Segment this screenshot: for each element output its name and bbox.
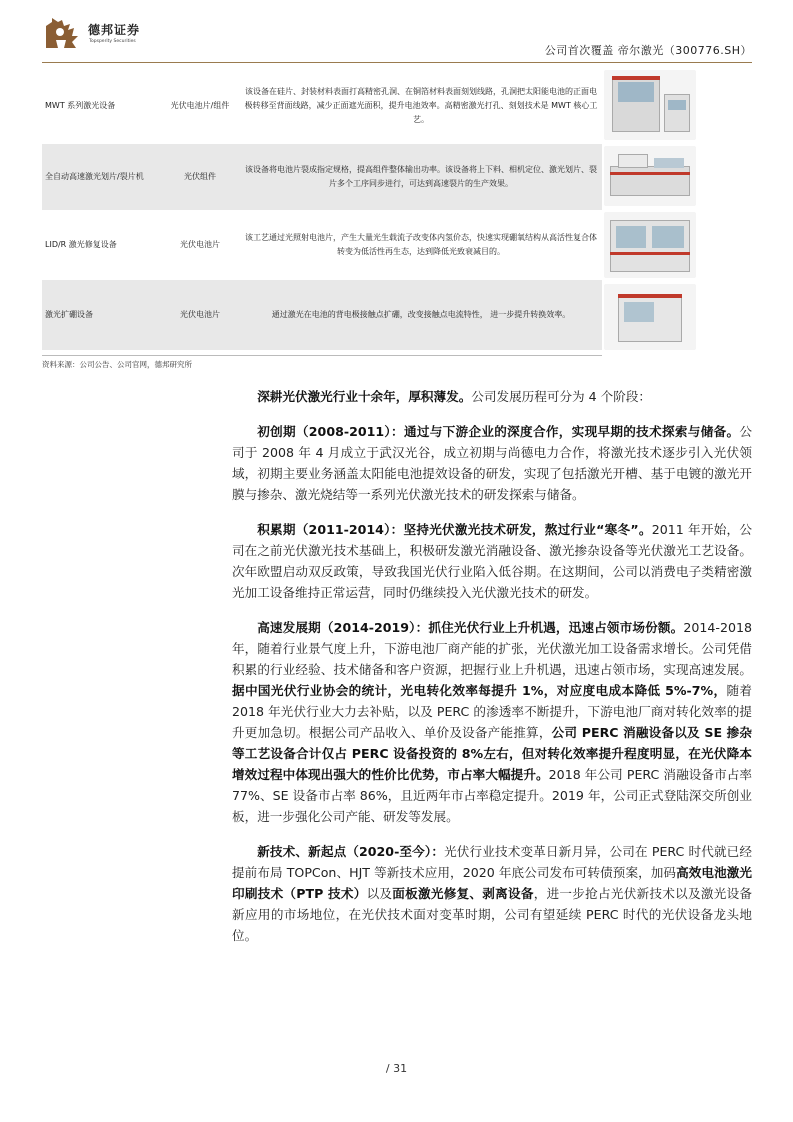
paragraph-intro (232, 386, 752, 407)
lid-repair-equipment-image (604, 212, 696, 278)
startup-heading: 初创期（2008-2011）：通过与下游企业的深度合作，实现早期的技术探索与储备。 (257, 424, 740, 439)
startup-text: 公司于 2008 年 4 月成立于武汉光谷，成立初期与尚德电力合作，将激光技术逐步引入光伏领域，初期主要业务涵盖太阳能电池提效设备的研发，实现了包括激光开槽、基于电镀的激光开膜与掺杂、激光烧结等一系列光伏激光技术的研发探索与储备。 (232, 424, 752, 502)
boron-diffusion-equipment-image (604, 284, 696, 350)
growth-text-2: 随着 2018 年光伏行业大力去补贴，以及 PERC 的渗透率不断提升，下游电池厂商对转化效率的提升更加急切。根据公司产品收入、单价及设备产能推算， (232, 683, 753, 740)
table-row (42, 144, 602, 210)
growth-highlight-1: 据中国光伏行业协会的统计，光电转化效率每提升 1%，对应度电成本降低 5%-7%， (232, 683, 727, 698)
mwt-equipment-image (604, 70, 696, 140)
company-logo (42, 14, 172, 58)
logo-english-name: Topsperity Securities (89, 39, 136, 44)
logo-emblem-icon (42, 14, 82, 54)
page-header (42, 10, 752, 66)
new-tech-heading: 新技术、新起点（2020-至今）： (257, 844, 445, 859)
paragraph-growth-period (232, 617, 752, 827)
new-tech-text-3: ，进一步抢占光伏新技术以及激光设备新应用的市场地位，在光伏技术面对变革时期，公司有望延续 PERC 时代的光伏设备龙头地位。 (232, 886, 753, 943)
equipment-description: 通过激光在电池的背电极接触点扩硼，改变接触点电流特性， 进一步提升转换效率。 (240, 280, 602, 350)
report-body (232, 386, 752, 960)
table-row (42, 68, 602, 144)
equipment-name: MWT 系列激光设备 (42, 68, 160, 144)
equipment-name: LID/R 激光修复设备 (42, 210, 160, 280)
logo-chinese-name: 德邦证券 (88, 23, 141, 37)
new-tech-text-2: 以及 (366, 886, 393, 901)
intro-heading: 深耕光伏激光行业十余年，厚积薄发。 (257, 389, 472, 404)
paragraph-accumulation-period (232, 519, 752, 603)
equipment-name: 全自动高速激光划片/裂片机 (42, 144, 160, 210)
equipment-name: 激光扩硼设备 (42, 280, 160, 350)
new-tech-highlight-2: 面板激光修复、剥离设备 (392, 886, 534, 901)
accumulation-heading: 积累期（2011-2014）：坚持光伏激光技术研发，熬过行业“寒冬”。 (257, 522, 652, 537)
growth-text-1: 2014-2018 年，随着行业景气度上升，下游电池厂商产能的扩张，光伏激光加工设备需求增长。公司凭借积累的行业经验、技术储备和客户资源，把握行业上升机遇，迅速占领市场，实现高速发展。 (232, 620, 752, 677)
equipment-application: 光伏组件 (160, 144, 240, 210)
equipment-description: 该设备将电池片裂成指定规格，提高组件整体输出功率。该设备将上下料、相机定位、激光划片、裂片多个工序同步进行，可达到高速裂片的生产效果。 (240, 144, 602, 210)
intro-text: 公司发展历程可分为 4 个阶段： (471, 389, 652, 404)
table-row (42, 210, 602, 280)
equipment-description: 该工艺通过光照射电池片，产生大量光生载流子改变体内氢价态，快速实现硼氧结构从高活性复合体转变为低活性再生态，达到降低光致衰减目的。 (240, 210, 602, 280)
accumulation-text: 2011 年开始，公司在之前光伏激光技术基础上，积极研发激光消融设备、激光掺杂设备等光伏激光工艺设备。次年欧盟启动双反政策，导致我国光伏行业陷入低谷期。在这期间，公司以消费电子类精密激光加工设备维持正常运营，同时仍继续投入光伏激光技术的研发。 (232, 522, 752, 600)
equipment-table (42, 68, 602, 350)
paragraph-new-technology (232, 841, 752, 946)
page-number: / 31 (385, 1062, 408, 1075)
growth-highlight-2: 公司 PERC 消融设备以及 SE 掺杂等工艺设备合计仅占 PERC 设备投资的 8%左右，但对转化效率提升程度明显，在光伏降本增效过程中体现出强大的性价比优势，市占率大幅提升。 (232, 725, 753, 782)
equipment-application: 光伏电池片 (160, 280, 240, 350)
growth-text-3: 2018 年公司 PERC 消融设备市占率 77%、SE 设备市占率 86%，且近两年市占率稳定提升。2019 年，公司正式登陆深交所创业板，进一步强化公司产能、研发等发展。 (232, 767, 753, 824)
equipment-application: 光伏电池片 (160, 210, 240, 280)
table-source-note: 资料来源：公司公告、公司官网，德邦研究所 (42, 355, 602, 370)
equipment-description: 该设备在硅片、封装材料表面打高精密孔洞、在铜箔材料表面刻划线路，孔洞把太阳能电池的正面电极转移至背面线路，减少正面遮光面积，提升电池效率。高精密激光打孔、刻划技术是 MWT 核心工艺。 (240, 68, 602, 144)
new-tech-highlight-1: 高效电池激光印刷技术（PTP 技术） (232, 865, 752, 901)
scribing-machine-image (604, 146, 696, 206)
new-tech-text-1: 光伏行业技术变革日新月异，公司在 PERC 时代就已经提前布局 TOPCon、HJT 等新技术应用，2020 年底公司发布可转债预案，加码 (232, 844, 752, 880)
paragraph-startup-period (232, 421, 752, 505)
growth-heading: 高速发展期（2014-2019）：抓住光伏行业上升机遇，迅速占领市场份额。 (257, 620, 684, 635)
header-divider (42, 62, 752, 63)
equipment-application: 光伏电池片/组件 (160, 68, 240, 144)
report-tag: 公司首次覆盖 帝尔激光（300776.SH） (544, 44, 752, 57)
table-row (42, 280, 602, 350)
